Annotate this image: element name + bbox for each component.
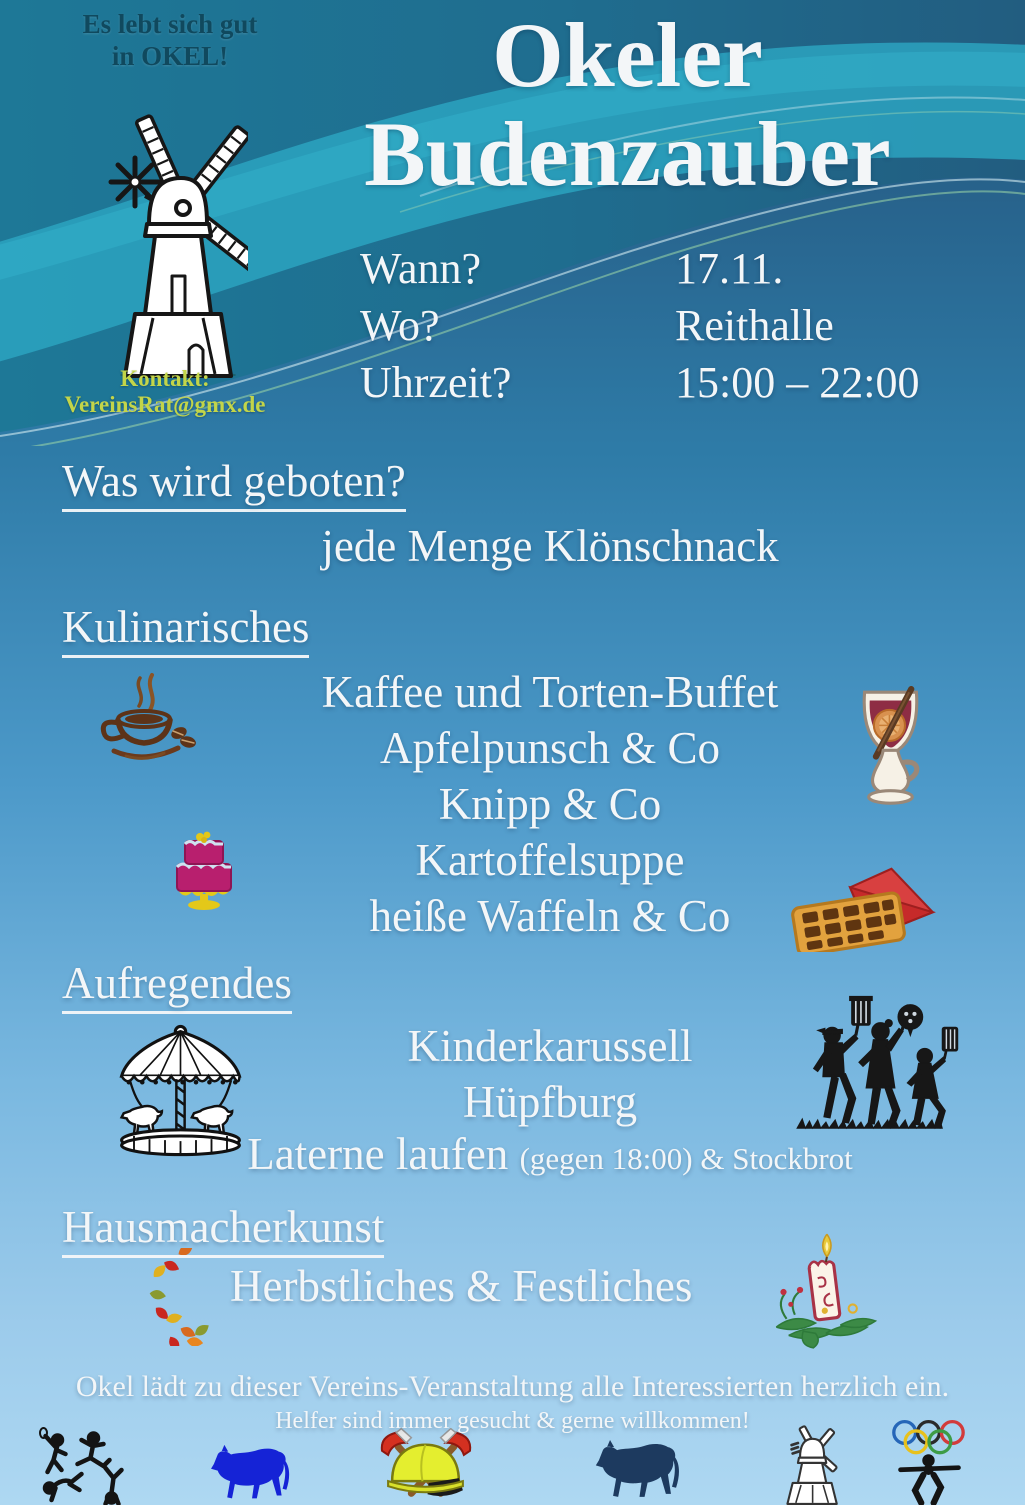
fire-helmet-icon (378, 1428, 474, 1505)
food-item: Knipp & Co (438, 779, 662, 829)
fun-item: Hüpfburg (462, 1077, 638, 1127)
slogan-line2: in OKEL! (111, 41, 229, 71)
contact-email: VereinsRat@gmx.de (64, 392, 266, 417)
fun-list (200, 1018, 900, 1130)
time-label: Uhrzeit? (360, 358, 512, 407)
info-row-where (360, 297, 980, 354)
time-value: 15:00 – 22:00 (675, 358, 920, 407)
sports-figures-icon (33, 1426, 148, 1505)
where-value: Reithalle (675, 301, 834, 350)
section-offer-heading (62, 458, 406, 512)
hausmacherkunst-item: Herbstliches & Festliches (230, 1261, 693, 1311)
when-value: 17.11. (675, 244, 784, 293)
info-row-time (360, 354, 980, 411)
section-aufregendes-heading (62, 960, 292, 1014)
hausmacherkunst-heading-text: Hausmacherkunst (62, 1204, 384, 1258)
contact-block (15, 366, 315, 418)
lantern-small-text: (gegen 18:00) & Stockbrot (519, 1141, 853, 1176)
section-kulinarisches-heading (62, 604, 309, 658)
fun-item: Kinderkarussell (407, 1021, 693, 1071)
event-info (360, 240, 980, 411)
food-list (200, 664, 900, 944)
food-item: Kartoffelsuppe (415, 835, 685, 885)
contact-label: Kontakt: (120, 366, 210, 391)
title-line1: Okeler (492, 4, 763, 106)
footer-invite: Okel lädt zu dieser Vereins-Veranstaltung alle Interessierten herzlich ein. (75, 1370, 950, 1403)
food-item: Apfelpunsch & Co (380, 723, 720, 773)
kulinarisches-heading-text: Kulinarisches (62, 604, 309, 658)
blue-horse-icon (208, 1443, 298, 1505)
lantern-line (120, 1128, 980, 1180)
coffee-cup-icon (88, 672, 200, 780)
aufregendes-heading-text: Aufregendes (62, 960, 292, 1014)
windmill-icon (68, 78, 248, 378)
slogan-line1: Es lebt sich gut (82, 9, 258, 39)
section-hausmacherkunst-heading (62, 1204, 384, 1258)
where-label: Wo? (360, 301, 440, 350)
title-line2: Budenzauber (364, 103, 891, 206)
offer-heading-text: Was wird geboten? (62, 458, 406, 512)
page-title (230, 6, 1025, 205)
autumn-leaves-icon (133, 1248, 221, 1346)
offer-subline: jede Menge Klönschnack (321, 521, 779, 571)
navy-horse-icon (593, 1438, 688, 1504)
food-item: Kaffee und Torten-Buffet (321, 667, 779, 717)
lantern-main-text: Laterne laufen (247, 1129, 520, 1179)
when-label: Wann? (360, 244, 482, 293)
footer-helpers: Helfer sind immer gesucht & gerne willkommen! (275, 1408, 750, 1434)
info-row-when (360, 240, 980, 297)
food-item: heiße Waffeln & Co (369, 891, 731, 941)
